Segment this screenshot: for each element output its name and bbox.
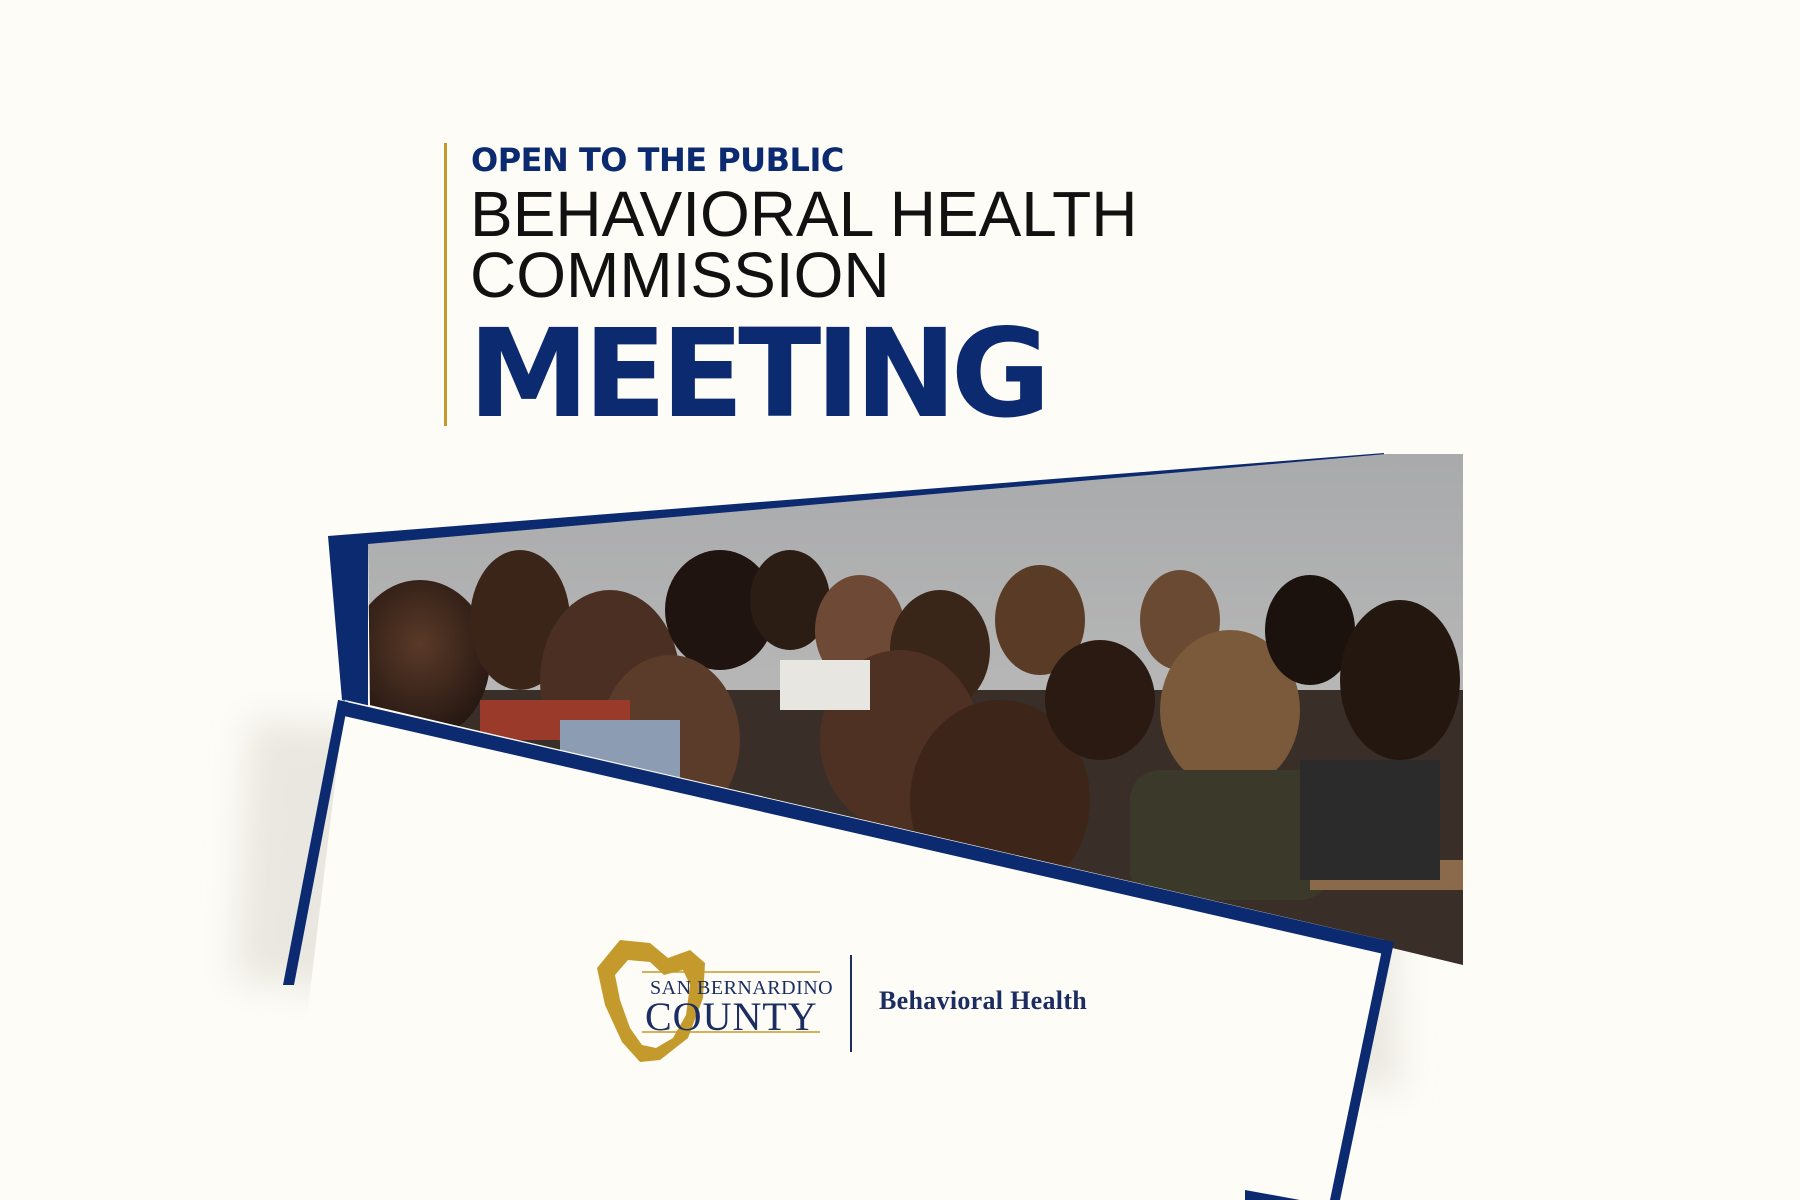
- title-line-1: BEHAVIORAL HEALTH: [470, 178, 1138, 250]
- county-name-line-1: SAN BERNARDINO: [650, 977, 834, 999]
- logo-divider: [850, 955, 852, 1052]
- eyebrow-text: OPEN TO THE PUBLIC: [471, 141, 844, 179]
- headline: MEETING: [468, 303, 1045, 445]
- department-name: Behavioral Health: [879, 986, 1088, 1015]
- title-line-2: COMMISSION: [470, 239, 890, 311]
- county-name-line-2: COUNTY: [645, 994, 818, 1039]
- accent-bar: [444, 143, 447, 426]
- title: [470, 178, 1138, 311]
